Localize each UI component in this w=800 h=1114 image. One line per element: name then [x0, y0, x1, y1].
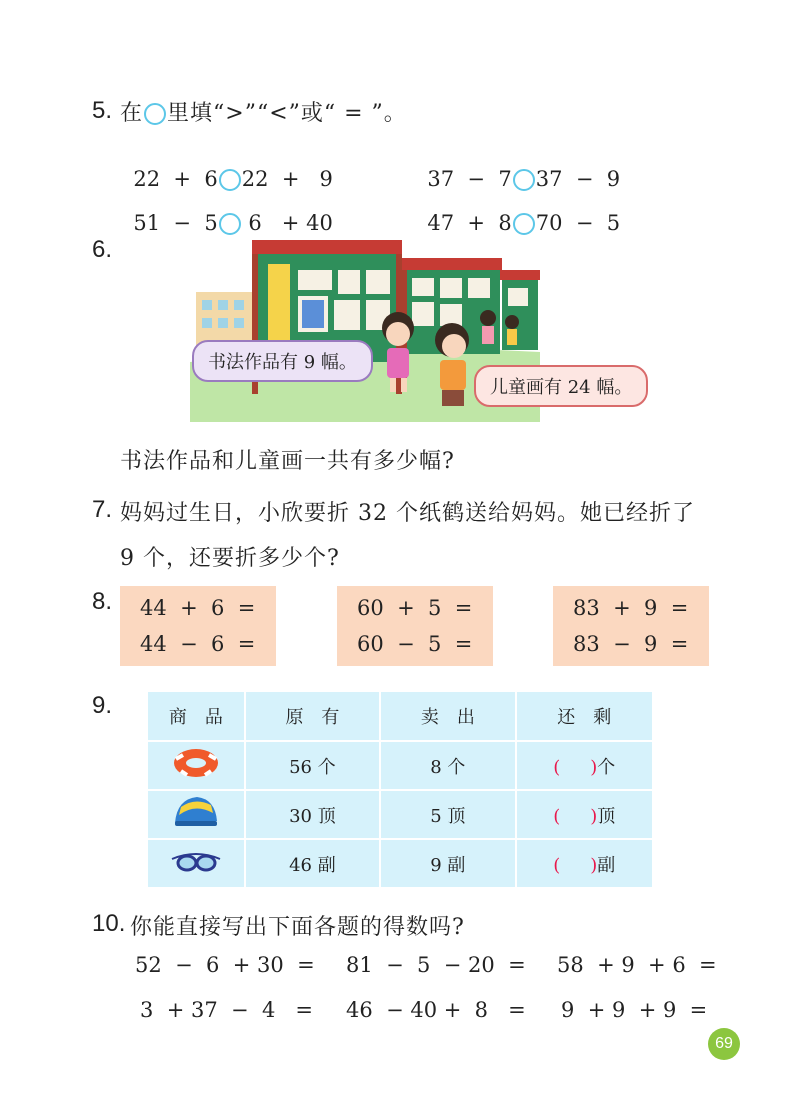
- paren-open: (: [553, 756, 561, 778]
- q5-expr-right: 70 − 5: [535, 211, 621, 235]
- paren-close: ): [590, 805, 598, 827]
- q10-expr: 46 − 40 + 8 =: [346, 998, 526, 1022]
- q8-number: 8.: [92, 588, 113, 615]
- q5-expr-left: 37 − 7: [427, 167, 512, 191]
- q7-line2: 9 个，还要折多少个?: [120, 546, 340, 571]
- item-cell: [147, 790, 245, 839]
- header-sold: 卖 出: [380, 691, 515, 741]
- q5-expr-left: 47 + 8: [427, 211, 512, 235]
- q5-expr-left: 51 − 5: [133, 211, 218, 235]
- q8-expr: 83 − 9 =: [573, 632, 689, 656]
- q10-number: 10.: [92, 910, 126, 937]
- swim-ring-icon: [171, 745, 221, 781]
- q10-expr: 3 + 37 − 4 =: [140, 998, 313, 1022]
- q5-expr-left: 22 + 6: [133, 167, 218, 191]
- sold-cell: 5 顶: [380, 790, 515, 839]
- original-cell: 30 顶: [245, 790, 380, 839]
- speech-bubble-calligraphy: 书法作品有 9 幅。: [192, 340, 373, 382]
- q6-number: 6.: [92, 236, 113, 263]
- paren-open: (: [553, 805, 561, 827]
- q10-expr: 81 − 5 − 20 =: [346, 953, 526, 977]
- goggles-icon: [170, 847, 222, 875]
- remaining-cell: [516, 839, 653, 888]
- header-remaining: 还 剩: [516, 691, 653, 741]
- q8-expr: 60 − 5 =: [357, 632, 473, 656]
- q8-expr: 60 + 5 =: [357, 596, 473, 620]
- remaining-cell: [516, 741, 653, 790]
- q8-box: [120, 586, 276, 666]
- paren-close: ): [590, 756, 598, 778]
- q10-expr: 52 − 6 + 30 =: [135, 953, 315, 977]
- q8-box: [553, 586, 709, 666]
- unit-label: 个: [597, 756, 616, 778]
- original-cell: 46 副: [245, 839, 380, 888]
- q10-expr: 58 + 9 + 6 =: [557, 953, 717, 977]
- remaining-cell: [516, 790, 653, 839]
- q6-question: 书法作品和儿童画一共有多少幅?: [120, 449, 455, 474]
- paren-close: ): [590, 854, 598, 876]
- table-header-row: [147, 691, 653, 741]
- q5-expr-row1-left: [120, 143, 333, 191]
- page-number-badge: 69: [708, 1028, 740, 1060]
- q5-expr-row2-right: [414, 187, 620, 235]
- q9-number: 9.: [92, 692, 113, 719]
- sold-cell: 8 个: [380, 741, 515, 790]
- q7-number: 7.: [92, 496, 113, 523]
- q10-question: 你能直接写出下面各题的得数吗?: [130, 915, 465, 940]
- q5-expr-row2-left: [120, 187, 333, 235]
- swim-cap-icon: [171, 793, 221, 831]
- table-row: [147, 741, 653, 790]
- q5-prefix: 在: [120, 101, 144, 126]
- q5-expr-row1-right: [414, 143, 620, 191]
- q8-expr: 44 − 6 =: [140, 632, 256, 656]
- q10-expr: 9 + 9 + 9 =: [561, 998, 708, 1022]
- q9-table: [146, 690, 654, 889]
- q5-number: 5.: [92, 97, 113, 124]
- table-row: [147, 790, 653, 839]
- q5-expr-right: 37 − 9: [535, 167, 621, 191]
- q8-expr: 44 + 6 =: [140, 596, 256, 620]
- q8-box: [337, 586, 493, 666]
- q5-suffix: 里填“>”“<”或“ = ”。: [167, 101, 407, 126]
- sold-cell: 9 副: [380, 839, 515, 888]
- original-cell: 56 个: [245, 741, 380, 790]
- item-cell: [147, 839, 245, 888]
- unit-label: 顶: [597, 805, 616, 827]
- item-cell: [147, 741, 245, 790]
- header-original: 原 有: [245, 691, 380, 741]
- header-item: 商 品: [147, 691, 245, 741]
- unit-label: 副: [597, 854, 616, 876]
- answer-circle-icon: [144, 103, 166, 125]
- q7-line1: 妈妈过生日，小欣要折 32 个纸鹤送给妈妈。她已经折了: [120, 501, 695, 526]
- table-row: [147, 839, 653, 888]
- speech-bubble-paintings: 儿童画有 24 幅。: [474, 365, 648, 407]
- q8-expr: 83 + 9 =: [573, 596, 689, 620]
- q5-expr-right: 22 + 9: [241, 167, 333, 191]
- q5-expr-right: 6 + 40: [241, 211, 333, 235]
- paren-open: (: [553, 854, 561, 876]
- q5-instruction: [120, 96, 407, 127]
